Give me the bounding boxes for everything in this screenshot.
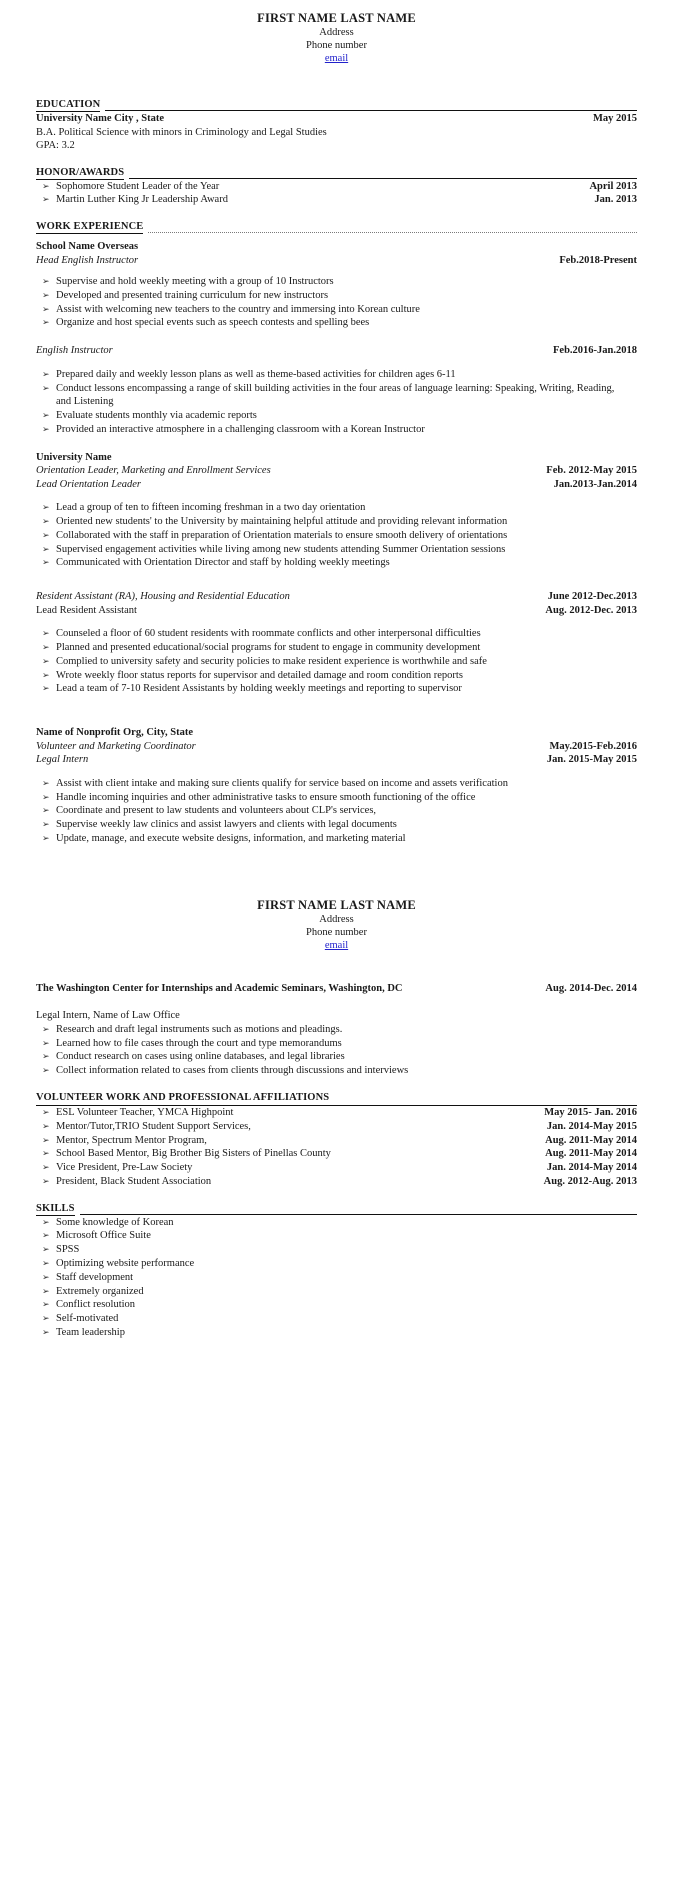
job-title: Lead Resident Assistant [36,604,137,616]
education-date: May 2015 [592,113,637,124]
list-item [36,1216,637,1230]
job-date: June 2012-Dec.2013 [547,591,637,603]
arrow-bullet-icon: ➢ [42,1175,50,1186]
volunteer-date: Aug. 2011-May 2014 [545,1134,637,1146]
job-date: Jan. 2015-May 2015 [546,754,637,766]
arrow-bullet-icon: ➢ [42,1327,50,1338]
arrow-bullet-icon: ➢ [42,410,50,421]
list-item [36,1285,637,1299]
arrow-bullet-icon: ➢ [42,1051,50,1062]
bullet-text: Research and draft legal instruments such as motions and pleadings. [56,1023,343,1035]
list-item [36,1064,637,1078]
arrow-bullet-icon: ➢ [42,516,50,527]
arrow-bullet-icon: ➢ [42,1244,50,1255]
education-school-row [36,112,637,126]
bullet-text: Coordinate and present to law students and volunteers about CLP's services, [56,805,377,817]
arrow-bullet-icon: ➢ [42,1313,50,1324]
bullet-text: Learned how to file cases through the court and type memorandums [56,1037,342,1049]
job-bullets [36,777,637,846]
list-item [36,1298,637,1312]
arrow-bullet-icon: ➢ [42,382,50,393]
arrow-bullet-icon: ➢ [42,303,50,314]
arrow-bullet-icon: ➢ [42,777,50,788]
skill-text: Conflict resolution [56,1299,136,1311]
job-date: Feb.2016-Jan.2018 [553,345,637,357]
list-item [36,180,637,194]
skill-text: Microsoft Office Suite [56,1230,151,1242]
bullet-text: Assist with client intake and making sure clients qualify for service based on income and assets verification [56,777,508,789]
section-rule [80,1214,637,1215]
list-item [36,832,637,846]
job-date: Jan.2013-Jan.2014 [553,478,637,490]
candidate-name: FIRST NAME LAST NAME [257,897,416,912]
job-role-row [36,464,637,478]
section-rule [148,232,637,233]
bullet-text: Lead a team of 7-10 Resident Assistants by holding weekly meetings and reporting to supervisor [56,683,462,695]
job-bullets [36,368,637,437]
arrow-bullet-icon: ➢ [42,1037,50,1048]
bullet-text: Wrote weekly floor status reports for supervisor and detailed damage and room condition reports [56,669,463,681]
job-role-row [36,344,637,358]
candidate-phone: Phone number [306,926,367,938]
job-role-row [36,604,637,618]
arrow-bullet-icon: ➢ [42,791,50,802]
list-item [36,682,637,696]
section-heading-skills-label: SKILLS [36,1202,75,1214]
arrow-bullet-icon: ➢ [42,529,50,540]
arrow-bullet-icon: ➢ [42,642,50,653]
skill-text: SPSS [56,1244,80,1256]
arrow-bullet-icon: ➢ [42,832,50,843]
volunteer-text: Vice President, Pre-Law Society [56,1162,193,1174]
job-organization: Name of Nonprofit Org, City, State [36,727,193,739]
bullet-text: Developed and presented training curriculum for new instructors [56,289,329,301]
arrow-bullet-icon: ➢ [42,180,50,191]
skills-list [36,1216,637,1340]
list-item [36,193,637,207]
job-organization: School Name Overseas [36,241,139,253]
document-header [36,0,637,65]
bullet-text: Assist with welcoming new teachers to the country and immersing into Korean culture [56,303,420,315]
list-item [36,275,637,289]
candidate-address: Address [319,27,354,38]
bullet-text: Update, manage, and execute website designs, information, and marketing material [56,832,406,844]
volunteer-text: School Based Mentor, Big Brother Big Sisters of Pinellas County [56,1148,331,1160]
list-item [36,1050,637,1064]
job-role-row [36,740,637,754]
arrow-bullet-icon: ➢ [42,1216,50,1227]
list-item [36,791,637,805]
bullet-text: Provided an interactive atmosphere in a challenging classroom with a Korean Instructor [56,423,425,435]
job-role-row [36,982,637,996]
job-role-row [36,478,637,492]
job-title: Resident Assistant (RA), Housing and Residential Education [36,591,290,603]
skill-text: Team leadership [56,1327,125,1339]
arrow-bullet-icon: ➢ [42,1106,50,1117]
section-heading-volunteer [36,1092,637,1106]
volunteer-date: Jan. 2014-May 2014 [546,1162,637,1174]
arrow-bullet-icon: ➢ [42,194,50,205]
skill-text: Self-motivated [56,1313,119,1325]
list-item [36,818,637,832]
education-gpa: GPA: 3.2 [36,140,75,151]
arrow-bullet-icon: ➢ [42,1134,50,1145]
list-item [36,1134,637,1148]
volunteer-date: Jan. 2014-May 2015 [546,1120,637,1132]
section-heading-honors [36,167,637,180]
arrow-bullet-icon: ➢ [42,1230,50,1241]
bullet-text: Counseled a floor of 60 student residents with roommate conflicts and other interpersonal difficulties [56,628,481,640]
list-item [36,316,637,330]
arrow-bullet-icon: ➢ [42,317,50,328]
list-item [36,1326,637,1340]
honors-list [36,180,637,208]
volunteer-text: President, Black Student Association [56,1175,212,1187]
bullet-text: Complied to university safety and security policies to make resident experience is worthwhile and safe [56,655,487,667]
honor-text: Sophomore Student Leader of the Year [56,180,220,192]
job-title: Volunteer and Marketing Coordinator [36,740,196,752]
list-item [36,289,637,303]
bullet-text: Planned and presented educational/social programs for student to engage in community development [56,642,481,654]
list-item [36,303,637,317]
job-date: Aug. 2012-Dec. 2013 [545,604,637,616]
arrow-bullet-icon: ➢ [42,819,50,830]
list-item [36,1243,637,1257]
arrow-bullet-icon: ➢ [42,669,50,680]
skill-text: Extremely organized [56,1285,144,1297]
candidate-email-link[interactable]: email [324,53,349,64]
list-item [36,1106,637,1120]
list-item [36,1161,637,1175]
bullet-text: Communicated with Orientation Director and staff by holding weekly meetings [56,557,390,569]
list-item [36,1271,637,1285]
section-heading-education-label: EDUCATION [36,99,101,110]
section-rule [105,110,637,111]
list-item [36,543,637,557]
job-role-row [36,590,637,604]
volunteer-text: Mentor, Spectrum Mentor Program, [56,1134,207,1146]
job-bullets [36,275,637,330]
candidate-email-link[interactable]: email [324,939,349,951]
job-bullets [36,501,637,570]
arrow-bullet-icon: ➢ [42,1162,50,1173]
skill-text: Optimizing website performance [56,1258,195,1270]
arrow-bullet-icon: ➢ [42,1120,50,1131]
job-title: Head English Instructor [36,254,139,266]
volunteer-date: Aug. 2011-May 2014 [545,1148,637,1160]
page-trailing-whitespace [36,1340,637,1880]
job-organization: University Name [36,451,112,463]
honor-text: Martin Luther King Jr Leadership Award [56,194,228,206]
arrow-bullet-icon: ➢ [42,423,50,434]
list-item [36,627,637,641]
list-item [36,1120,637,1134]
list-item [36,1312,637,1326]
arrow-bullet-icon: ➢ [42,655,50,666]
arrow-bullet-icon: ➢ [42,805,50,816]
arrow-bullet-icon: ➢ [42,543,50,554]
bullet-text: Collect information related to cases from clients through discussions and interviews [56,1065,409,1077]
list-item [36,1037,637,1051]
volunteer-text: Mentor/Tutor,TRIO Student Support Services, [56,1120,251,1132]
arrow-bullet-icon: ➢ [42,1023,50,1034]
arrow-bullet-icon: ➢ [42,289,50,300]
arrow-bullet-icon: ➢ [42,502,50,513]
honor-date: Jan. 2013 [594,194,637,206]
bullet-text: Collaborated with the staff in preparation of Orientation materials to ensure smooth delivery of orientations [56,529,508,541]
list-item [36,423,637,437]
list-item [36,1229,637,1243]
bullet-text: Handle incoming inquiries and other administrative tasks to ensure smooth functioning of the office [56,791,476,803]
job-role-row [36,254,637,268]
list-item [36,777,637,791]
job-title: English Instructor [36,345,113,357]
list-item [36,1257,637,1271]
job-bullets [36,1023,637,1078]
bullet-text: Organize and host special events such as speech contests and spelling bees [56,317,370,329]
bullet-text: Conduct lessons encompassing a range of skill building activities in the four areas of language learning: Speaking, Writing, Reading, and Listening [56,382,615,408]
job-date: May.2015-Feb.2016 [549,740,637,752]
list-item [36,382,637,410]
arrow-bullet-icon: ➢ [42,1271,50,1282]
section-heading-skills [36,1203,637,1216]
candidate-phone: Phone number [306,40,367,51]
list-item [36,368,637,382]
job-role-row [36,753,637,767]
list-item [36,409,637,423]
section-heading-education [36,99,637,112]
job-entry [36,451,637,570]
job-entry-washington-center [36,982,637,1078]
list-item [36,529,637,543]
arrow-bullet-icon: ➢ [42,276,50,287]
list-item [36,655,637,669]
skill-text: Staff development [56,1271,134,1283]
list-item [36,804,637,818]
job-title: Orientation Leader, Marketing and Enrollment Services [36,465,271,477]
arrow-bullet-icon: ➢ [42,683,50,694]
document-header-page2 [36,880,637,952]
bullet-text: Conduct research on cases using online databases, and legal libraries [56,1051,345,1063]
job-organization: The Washington Center for Internships and Academic Seminars, Washington, DC [36,982,403,994]
job-date: Feb.2018-Present [559,254,637,266]
arrow-bullet-icon: ➢ [42,1258,50,1269]
arrow-bullet-icon: ➢ [42,557,50,568]
section-heading-volunteer-label: VOLUNTEER WORK AND PROFESSIONAL AFFILIATIONS [36,1091,330,1103]
section-heading-honors-label: HONOR/AWARDS [36,166,125,178]
job-title: Lead Orientation Leader [36,478,141,490]
bullet-text: Evaluate students monthly via academic reports [56,410,257,422]
list-item [36,515,637,529]
honor-date: April 2013 [589,180,637,192]
bullet-text: Oriented new students' to the University by maintaining helpful attitude and providing relevant information [56,516,508,528]
job-entry [36,726,637,845]
volunteer-date: May 2015- Jan. 2016 [544,1106,637,1118]
job-title: Legal Intern [36,754,89,766]
arrow-bullet-icon: ➢ [42,628,50,639]
job-title: Legal Intern, Name of Law Office [36,1010,180,1022]
arrow-bullet-icon: ➢ [42,1299,50,1310]
section-heading-work-experience [36,221,637,234]
list-item [36,556,637,570]
volunteer-date: Aug. 2012-Aug. 2013 [543,1175,637,1187]
section-rule [129,178,637,179]
bullet-text: Prepared daily and weekly lesson plans as well as theme-based activities for children ages 6-11 [56,368,456,380]
job-entry [36,344,637,436]
bullet-text: Supervise weekly law clinics and assist lawyers and clients with legal documents [56,819,397,831]
job-bullets [36,627,637,696]
bullet-text: Supervise and hold weekly meeting with a group of 10 Instructors [56,276,334,288]
job-entry [36,240,637,330]
list-item [36,501,637,515]
arrow-bullet-icon: ➢ [42,1148,50,1159]
arrow-bullet-icon: ➢ [42,368,50,379]
list-item [36,641,637,655]
skill-text: Some knowledge of Korean [56,1216,174,1228]
job-date: Aug. 2014-Dec. 2014 [545,982,637,994]
list-item [36,669,637,683]
bullet-text: Lead a group of ten to fifteen incoming freshman in a two day orientation [56,502,366,514]
arrow-bullet-icon: ➢ [42,1285,50,1296]
section-heading-work-experience-label: WORK EXPERIENCE [36,221,144,233]
education-degree: B.A. Political Science with minors in Criminology and Legal Studies [36,126,327,138]
job-date: Feb. 2012-May 2015 [546,465,637,477]
candidate-name: FIRST NAME LAST NAME [257,11,416,25]
education-school: University Name City , State [36,113,165,124]
candidate-address: Address [319,913,354,925]
job-entry [36,590,637,696]
list-item [36,1175,637,1189]
volunteer-list [36,1106,637,1189]
volunteer-text: ESL Volunteer Teacher, YMCA Highpoint [56,1106,234,1118]
bullet-text: Supervised engagement activities while living among new students attending Summer Orientation sessions [56,543,506,555]
list-item [36,1147,637,1161]
list-item [36,1023,637,1037]
arrow-bullet-icon: ➢ [42,1065,50,1076]
